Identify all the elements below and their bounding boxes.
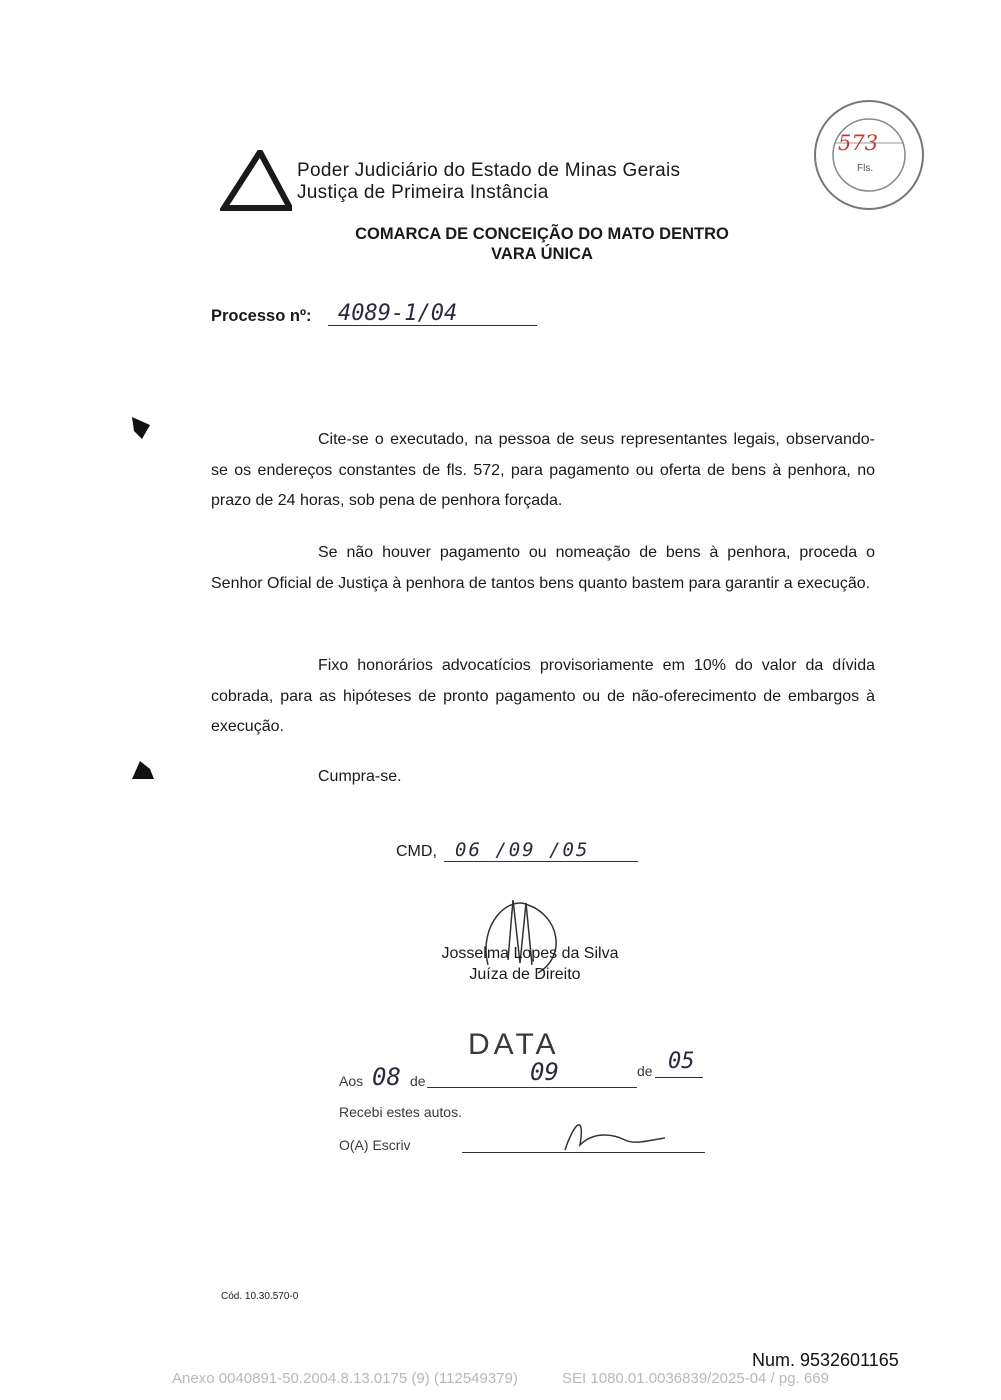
footer-annex: Anexo 0040891-50.2004.8.13.0175 (9) (112549379) (172, 1370, 518, 1387)
footer-sei: SEI 1080.01.0036839/2025-04 / pg. 669 (562, 1370, 829, 1387)
judiciary-logo-icon (220, 150, 292, 212)
stamp-month-underline (427, 1087, 637, 1088)
stamp-de-label: de (410, 1073, 426, 1089)
paragraph-2: Se não houver pagamento ou nomeação de bens à penhora, proceda o Senhor Oficial de Justiça à penhora de tantos bens quanto bastem para garantir a execução. (211, 544, 875, 592)
stamp-de2-label: de (637, 1063, 653, 1079)
process-number: 4089-1/04 (338, 301, 458, 326)
stamp-aos-label: Aos (339, 1073, 364, 1089)
document-number: Num. 9532601165 (752, 1350, 899, 1370)
margin-mark-icon (128, 755, 156, 783)
date-underline (444, 861, 638, 862)
stamp-year: 05 (668, 1049, 695, 1074)
date-location-label: CMD, (396, 843, 437, 860)
secretaria-seal-icon (812, 98, 926, 212)
stamp-day: 08 (372, 1063, 401, 1091)
signatory-role: Juíza de Direito (469, 966, 581, 983)
data-stamp-title: DATA (468, 1028, 560, 1061)
stamp-year-underline (655, 1077, 703, 1078)
paragraph-1: Cite-se o executado, na pessoa de seus representantes legais, observando-se os endereços constantes de fls. 572, para pagamento ou oferta de bens à penhora, no prazo de 24 horas, sob pena de penhora forçada. (211, 431, 875, 509)
stamp-escriv-label: O(A) Escriv (339, 1137, 411, 1153)
form-code: Cód. 10.30.570-0 (221, 1291, 299, 1302)
clerk-signature-icon (555, 1110, 675, 1160)
stamp-recebi-text: Recebi estes autos. (339, 1104, 462, 1120)
paragraph-3: Fixo honorários advocatícios provisoriamente em 10% do valor da dívida cobrada, para as hipóteses de pronto pagamento ou de não-oferecimento de embargos à execução. (211, 657, 875, 735)
process-label: Processo nº: (211, 307, 312, 325)
page-footer (0, 1370, 1001, 1387)
vara-title: VARA ÚNICA (491, 245, 593, 263)
handwritten-date: 06 /09 /05 (455, 839, 590, 861)
header-title: Poder Judiciário do Estado de Minas Gerais (297, 160, 681, 181)
stamp-month: 09 (530, 1058, 559, 1086)
comarca-title: COMARCA DE CONCEIÇÃO DO MATO DENTRO (355, 225, 729, 243)
seal-page-number: 573 (838, 131, 879, 155)
seal-fls-label: Fls. (857, 163, 874, 174)
header-subtitle: Justiça de Primeira Instância (297, 182, 549, 203)
closing-text: Cumpra-se. (318, 768, 402, 785)
margin-mark-icon (128, 413, 156, 441)
signatory-name: Josselma Lopes da Silva (441, 945, 619, 962)
